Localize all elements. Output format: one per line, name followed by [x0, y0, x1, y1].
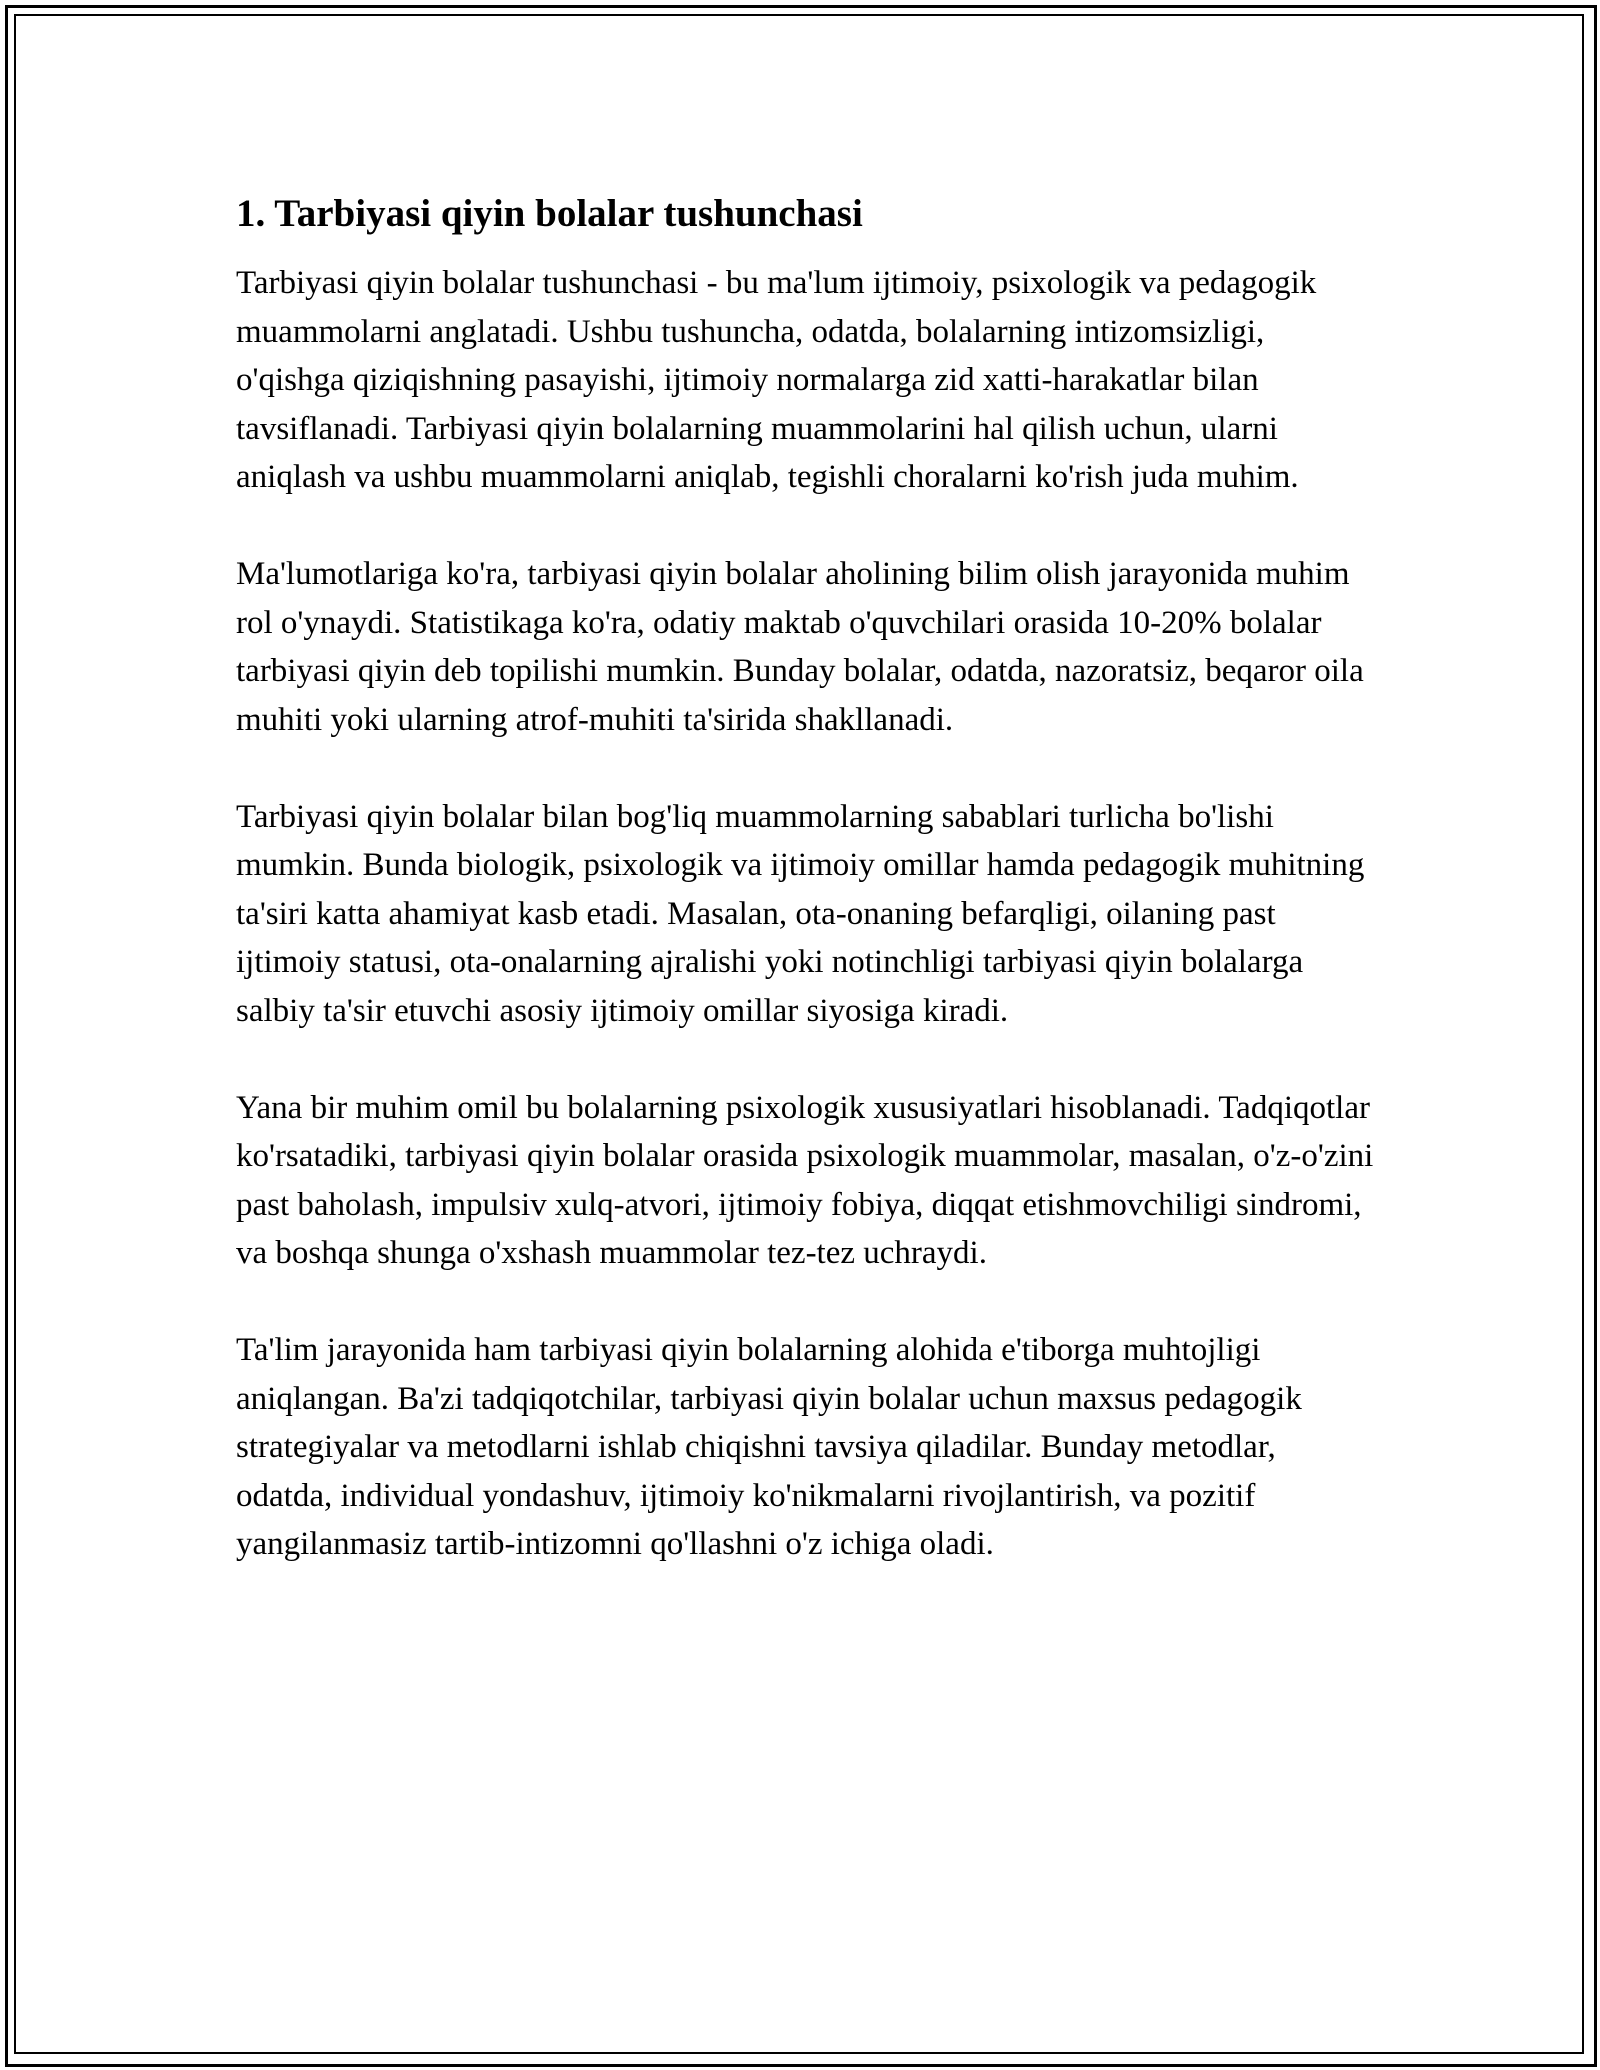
paragraph-3: Tarbiyasi qiyin bolalar bilan bog'liq muammolarning sabablari turlicha bo'lishi mumkin. Bunda biologik, psixologik va ijtimoiy omillar hamda pedagogik muhitning ta'siri katta ahamiyat kasb etadi. Masalan, ota-onaning befarqligi, oilaning past ijtimoiy statusi, ota-onalarning ajralishi yoki notinchligi tarbiyasi qiyin bolalarga salbiy ta'sir etuvchi asosiy ijtimoiy omillar siyosiga kiradi. [236, 798, 1365, 1029]
paragraph-1: Tarbiyasi qiyin bolalar tushunchasi - bu ma'lum ijtimoiy, psixologik va pedagogik muammolarni anglatadi. Ushbu tushuncha, odatda, bolalarning intizomsizligi, o'qishga qiziqishning pasayishi, ijtimoiy normalarga zid xatti-harakatlar bilan tavsiflanadi. Tarbiyasi qiyin bolalarning muammolarini hal qilish uchun, ularni aniqlash va ushbu muammolarni aniqlab, tegishli choralarni ko'rish juda muhim. [236, 265, 1317, 495]
paragraph-2: Ma'lumotlariga ko'ra, tarbiyasi qiyin bolalar aholining bilim olish jarayonida muhim rol o'ynaydi. Statistikaga ko'ra, odatiy maktab o'quvchilari orasida 10-20% bolalar tarbiyasi qiyin deb topilishi mumkin. Bunday bolalar, odatda, nazoratsiz, beqaror oila muhiti yoki ularning atrof-muhiti ta'sirida shakllanadi. [236, 556, 1364, 738]
section-title: 1. Tarbiyasi qiyin bolalar tushunchasi [236, 192, 863, 235]
document-body [236, 186, 1376, 1617]
paragraph-4: Yana bir muhim omil bu bolalarning psixologik xususiyatlari hisoblanadi. Tadqiqotlar ko'rsatadiki, tarbiyasi qiyin bolalar orasida psixologik muammolar, masalan, o'z-o'zini past baholash, impulsiv xulq-atvori, ijtimoiy fobiya, diqqat etishmovchiligi sindromi, va boshqa shunga o'xshash muammolar tez-tez uchraydi. [236, 1089, 1374, 1271]
paragraph-5: Ta'lim jarayonida ham tarbiyasi qiyin bolalarning alohida e'tiborga muhtojligi aniqlangan. Ba'zi tadqiqotchilar, tarbiyasi qiyin bolalar uchun maxsus pedagogik strategiyalar va metodlarni ishlab chiqishni tavsiya qiladilar. Bunday metodlar, odatda, individual yondashuv, ijtimoiy ko'nikmalarni rivojlantirish, va pozitif yangilanmasiz tartib-intizomni qo'llashni o'z ichiga oladi. [236, 1332, 1302, 1562]
